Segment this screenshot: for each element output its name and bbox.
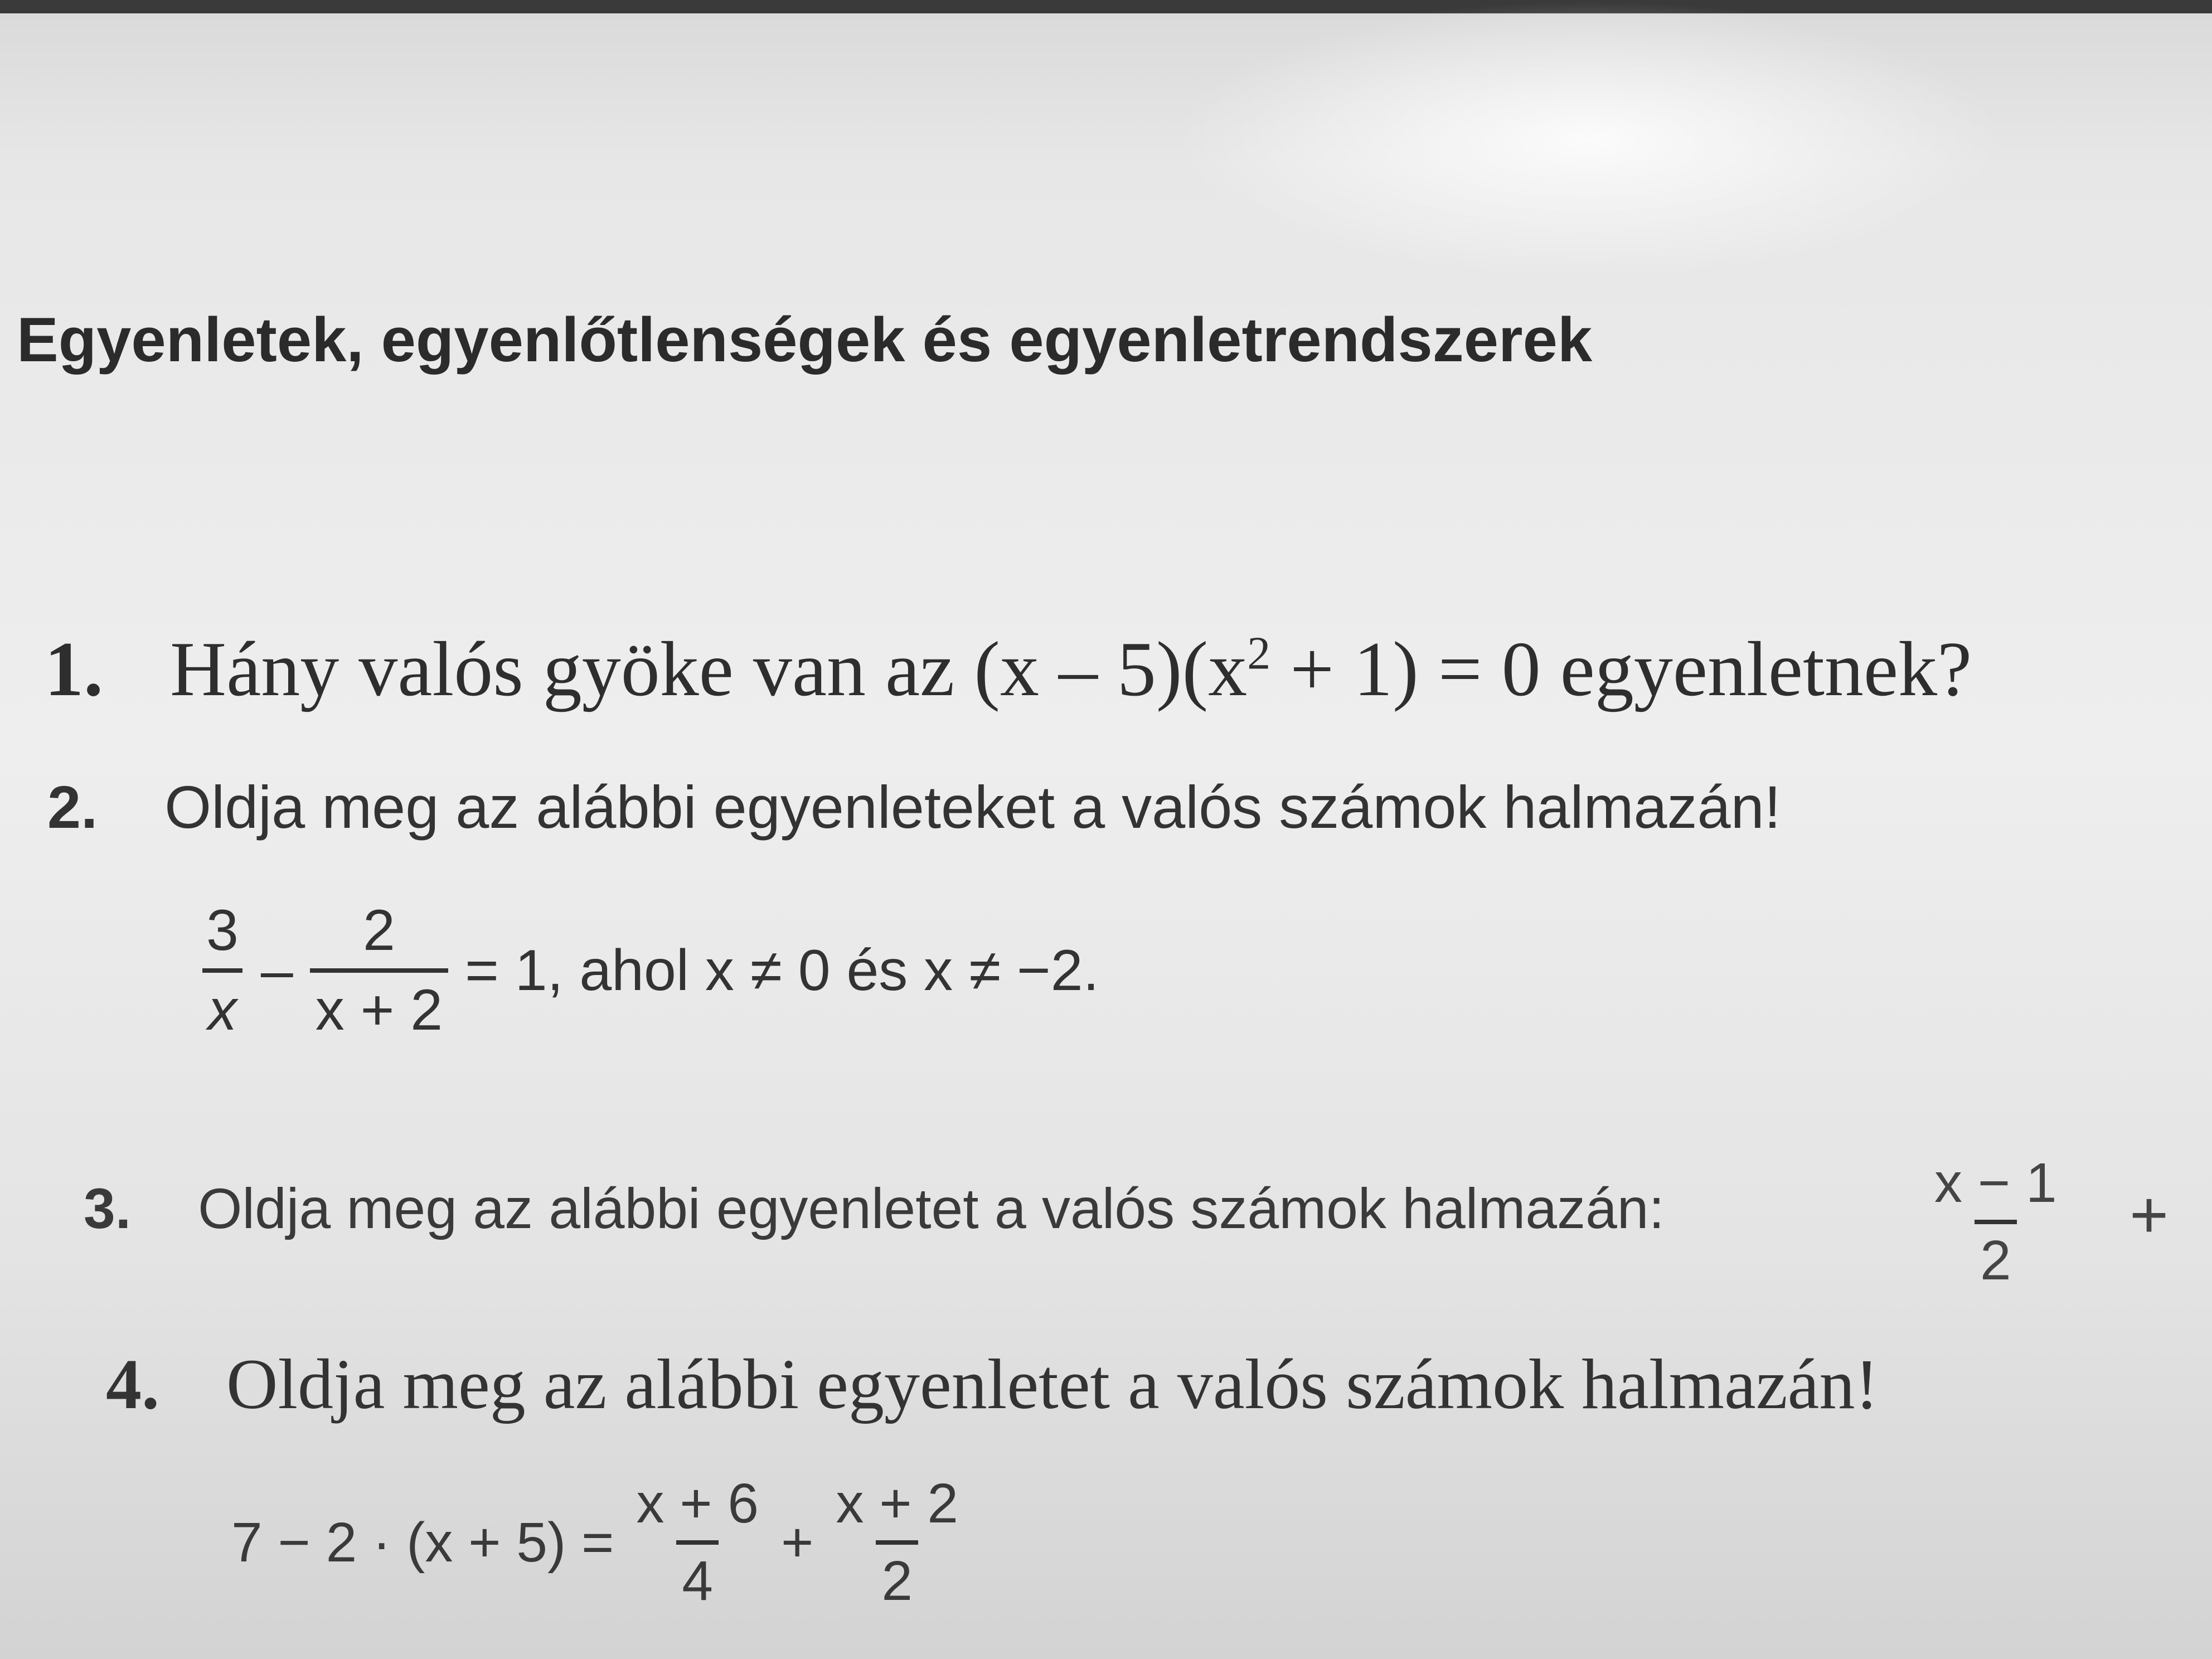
question-1-text-before: Hány valós gyöke van az (x – 5)(x — [170, 626, 1248, 712]
equation-lhs: 7 − 2 · (x + 5) = — [231, 1511, 614, 1574]
fraction-numerator: 3 — [206, 898, 239, 963]
equation-condition: = 1, ahol x ≠ 0 és x ≠ −2. — [465, 938, 1099, 1003]
question-2 — [47, 772, 1781, 842]
fraction-denominator: 4 — [676, 1540, 719, 1613]
question-3-number: 3. — [84, 1177, 132, 1240]
question-2-text: Oldja meg az alábbi egyenleteket a valós számok halmazán! — [164, 773, 1781, 841]
question-3-fraction — [1929, 1151, 2063, 1293]
minus-sign: – — [260, 938, 293, 1003]
fraction-denominator: x + 2 — [310, 968, 448, 1044]
fraction-2-over-x-plus-2 — [310, 898, 448, 1044]
fraction-x-plus-6-over-4 — [630, 1472, 764, 1613]
fraction-3-over-x — [201, 898, 244, 1044]
question-2-number: 2. — [47, 773, 98, 841]
fraction-denominator: 2 — [1975, 1220, 2017, 1293]
fraction-numerator: x − 1 — [1934, 1152, 2057, 1214]
question-1-text-after: + 1) = 0 egyenletnek? — [1270, 626, 1972, 712]
question-4-text: Oldja meg az alábbi egyenletet a valós számok halmazán! — [226, 1345, 1879, 1424]
page-title: Egyenletek, egyenlőtlenségek és egyenletrendszerek — [17, 305, 1593, 375]
fraction-numerator: x + 6 — [636, 1472, 759, 1535]
fraction-numerator: 2 — [362, 898, 395, 963]
fraction-x-plus-2-over-2 — [830, 1472, 964, 1613]
fraction-denominator: 2 — [876, 1540, 918, 1613]
question-2-equation — [201, 898, 1099, 1044]
plus-sign: + — [781, 1511, 814, 1574]
question-3-plus-sign: + — [2129, 1177, 2169, 1252]
question-4 — [106, 1343, 1879, 1425]
question-1 — [45, 624, 1972, 714]
question-3-text: Oldja meg az alábbi egyenletet a valós számok halmazán: — [198, 1177, 1665, 1240]
fraction-numerator: x + 2 — [836, 1472, 959, 1535]
question-1-exponent: 2 — [1247, 627, 1271, 680]
question-4-number: 4. — [106, 1345, 159, 1424]
question-4-equation — [231, 1472, 964, 1613]
question-1-number: 1. — [45, 626, 103, 712]
question-3 — [84, 1176, 1665, 1241]
light-glare — [1171, 0, 2007, 279]
fraction-denominator: x — [202, 968, 242, 1044]
